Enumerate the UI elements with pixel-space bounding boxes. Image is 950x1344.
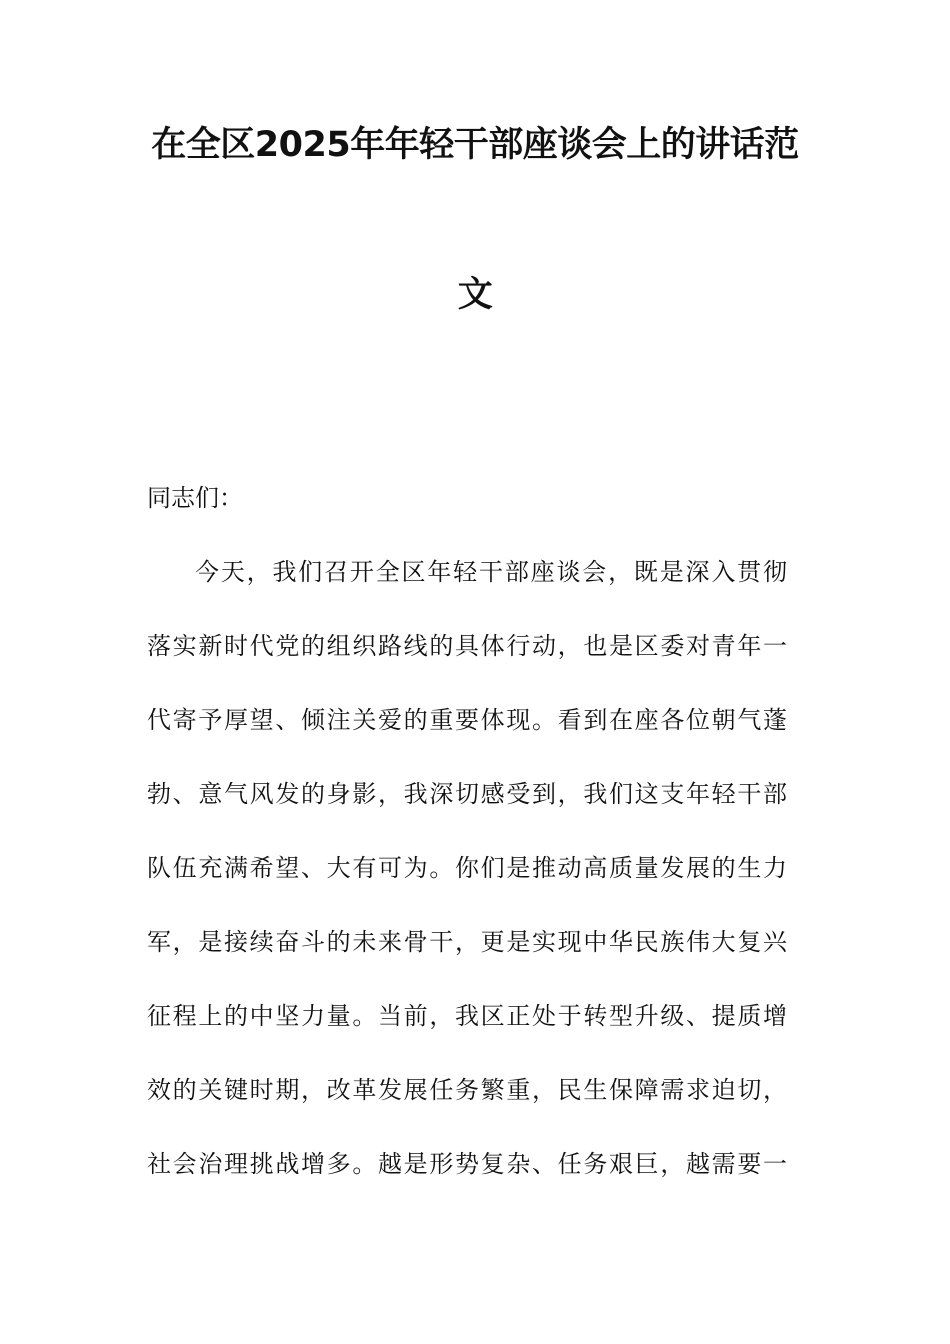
- paragraph-line: 军，是接续奋斗的未来骨干，更是实现中华民族伟大复兴: [147, 928, 787, 956]
- salutation: 同志们：: [147, 484, 243, 512]
- document-title-line-2: 文: [457, 275, 493, 315]
- paragraph-line: 勃、意气风发的身影，我深切感受到，我们这支年轻干部: [147, 780, 787, 808]
- paragraph-line: 效的关键时期，改革发展任务繁重，民生保障需求迫切，: [147, 1076, 787, 1104]
- paragraph-line: 今天，我们召开全区年轻干部座谈会，既是深入贯彻: [195, 558, 787, 586]
- paragraph-line: 代寄予厚望、倾注关爱的重要体现。看到在座各位朝气蓬: [147, 706, 787, 734]
- paragraph-line: 队伍充满希望、大有可为。你们是推动高质量发展的生力: [147, 854, 787, 882]
- body-paragraph: [147, 535, 787, 1201]
- paragraph-line: 社会治理挑战增多。越是形势复杂、任务艰巨，越需要一: [147, 1150, 787, 1178]
- paragraph-line: 落实新时代党的组织路线的具体行动，也是区委对青年一: [147, 632, 787, 660]
- document-title-line-1: 在全区2025年年轻干部座谈会上的讲话范: [151, 125, 799, 165]
- paragraph-line: 征程上的中坚力量。当前，我区正处于转型升级、提质增: [147, 1002, 787, 1030]
